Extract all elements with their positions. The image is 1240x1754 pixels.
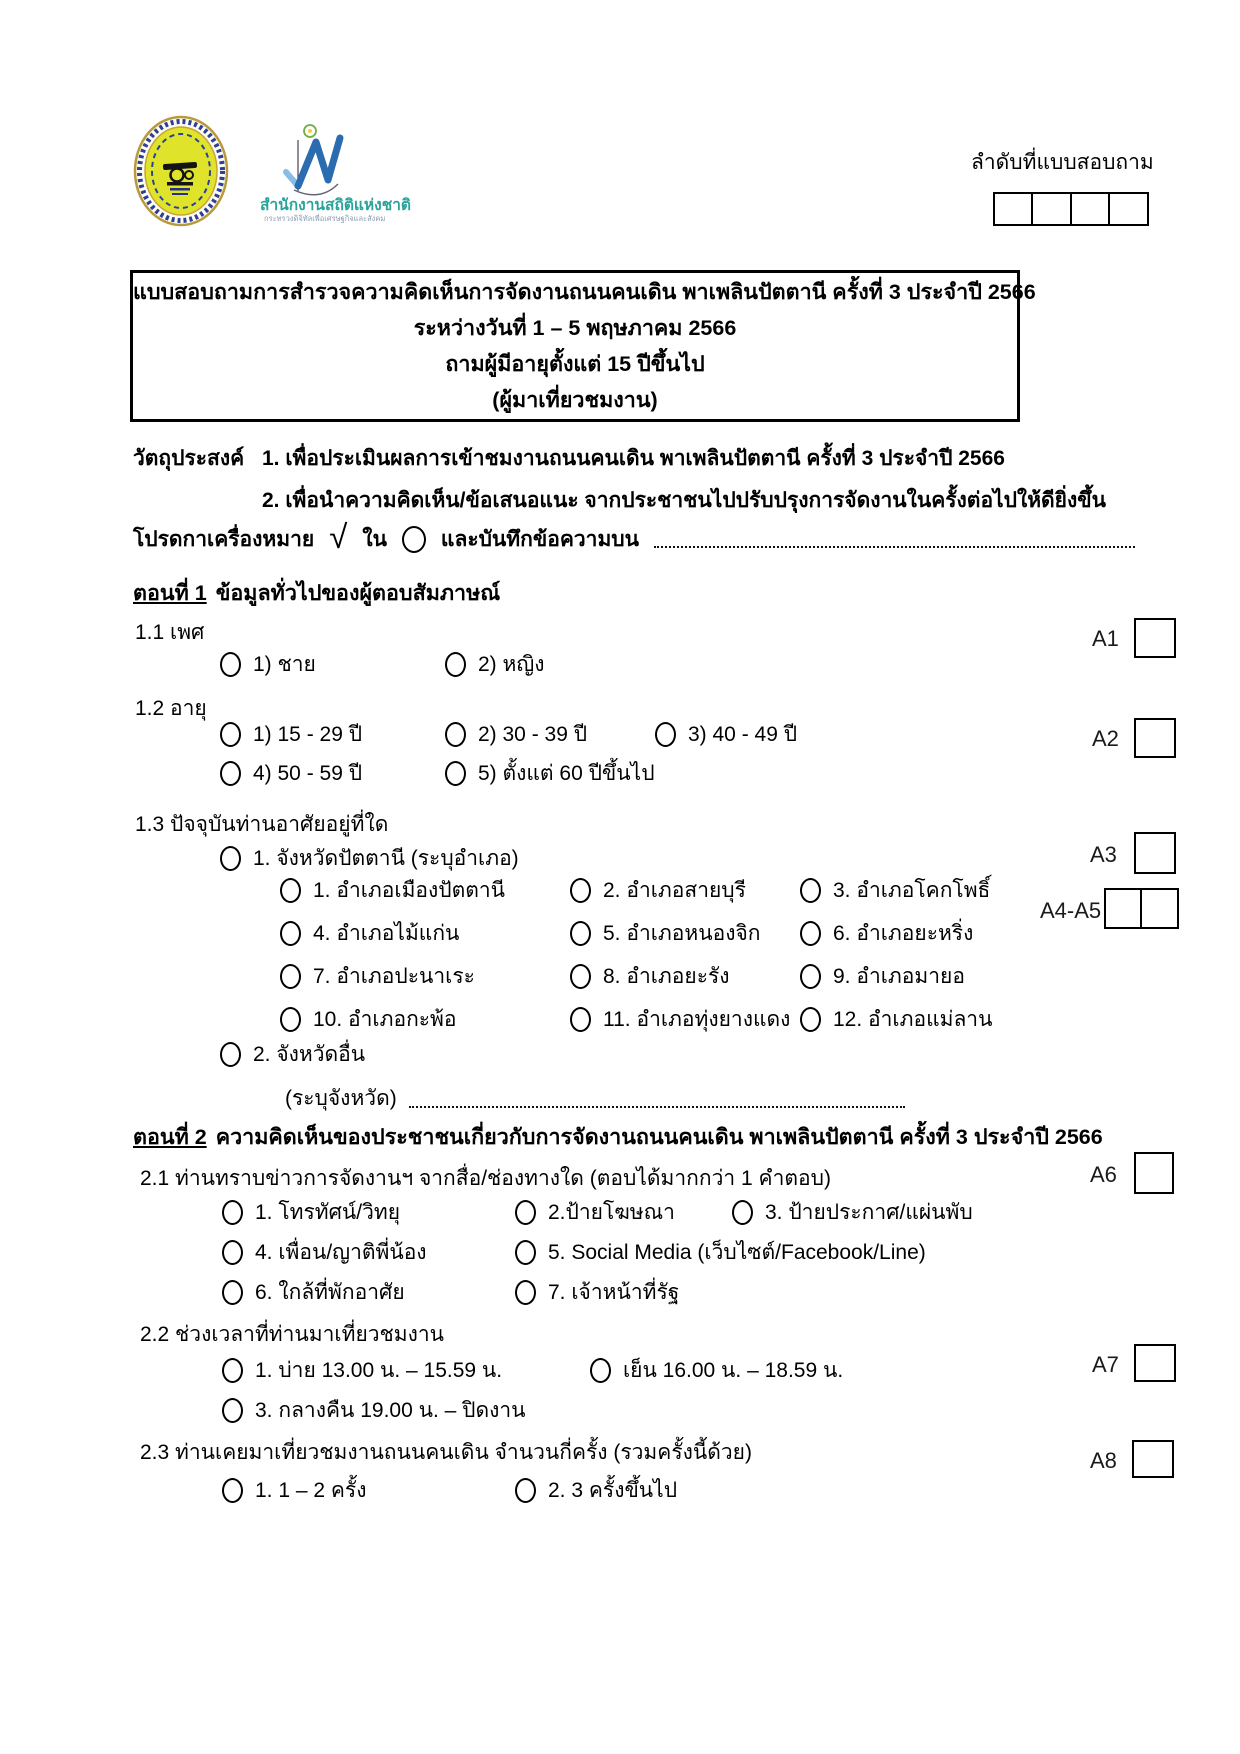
code-label-A6: A6: [1090, 1162, 1117, 1187]
opt-district-9: [800, 960, 965, 993]
radio-circle-icon[interactable]: [220, 846, 241, 871]
nso-logo: [248, 122, 413, 224]
opt-visits-1-2: [222, 1474, 366, 1507]
serial-cell-2[interactable]: [1031, 192, 1072, 226]
radio-circle-icon[interactable]: [445, 722, 466, 747]
radio-circle-icon[interactable]: [280, 964, 301, 989]
option-label: 1. บ่าย 13.00 น. – 15.59 น.: [255, 1359, 503, 1382]
section2-heading-prefix: ตอนที่ 2: [133, 1125, 207, 1149]
opt-media-billboard: [515, 1196, 675, 1229]
opt-district-4: [280, 917, 459, 950]
code-label-A1: A1: [1092, 626, 1119, 651]
questionnaire-number-boxes: [993, 192, 1149, 226]
code-box-A2[interactable]: [1134, 718, 1176, 758]
opt-age-40-49: [655, 718, 797, 751]
option-label: 7. เจ้าหน้าที่รัฐ: [548, 1281, 680, 1304]
option-label: 5) ตั้งแต่ 60 ปีขึ้นไป: [478, 762, 655, 785]
option-label: 6. อำเภอยะหริ่ง: [833, 922, 974, 945]
opt-district-2: [570, 874, 746, 907]
title-line-3: ถามผู้มีอายุตั้งแต่ 15 ปีขึ้นไป: [445, 352, 705, 376]
radio-circle-icon[interactable]: [570, 921, 591, 946]
question-2-1-label: 2.1 ท่านทราบข่าวการจัดงานฯ จากสื่อ/ช่องทางใด (ตอบได้มากกว่า 1 คำตอบ): [140, 1167, 831, 1190]
instruction-middle: ใน: [362, 527, 387, 551]
option-label: 10. อำเภอกะพ้อ: [313, 1008, 457, 1031]
radio-circle-icon[interactable]: [222, 1200, 243, 1225]
pattani-seal-logo: [133, 115, 229, 227]
opt-media-social: [515, 1236, 926, 1269]
opt-district-11: [570, 1003, 790, 1036]
option-label: 3. อำเภอโคกโพธิ์: [833, 879, 991, 902]
radio-circle-icon[interactable]: [515, 1478, 536, 1503]
serial-cell-4[interactable]: [1108, 192, 1149, 226]
code-box-A4[interactable]: [1104, 888, 1143, 929]
opt-district-8: [570, 960, 730, 993]
radio-circle-icon[interactable]: [220, 1042, 241, 1067]
opt-media-poster: [732, 1196, 973, 1229]
province-specify-line: [285, 1082, 905, 1115]
section2-heading: [133, 1120, 1103, 1154]
option-label: 2. 3 ครั้งขึ้นไป: [548, 1479, 678, 1502]
opt-visits-3-plus: [515, 1474, 677, 1507]
radio-circle-icon[interactable]: [280, 921, 301, 946]
option-label: 2. อำเภอสายบุรี: [603, 879, 746, 902]
code-label-A2: A2: [1092, 726, 1119, 751]
code-box-A3[interactable]: [1134, 832, 1176, 874]
option-label: 5. อำเภอหนองจิก: [603, 922, 761, 945]
radio-circle-icon[interactable]: [445, 652, 466, 677]
option-label: 1. 1 – 2 ครั้ง: [255, 1479, 367, 1502]
instruction-suffix: และบันทึกข้อความบน: [440, 527, 639, 551]
radio-circle-icon[interactable]: [220, 761, 241, 786]
question-1-1-label: 1.1 เพศ: [135, 621, 205, 644]
option-label: 2. จังหวัดอื่น: [253, 1043, 366, 1066]
opt-province-pattani: [220, 842, 519, 875]
circle-mark-icon: [402, 526, 426, 553]
opt-time-evening: [590, 1354, 843, 1387]
opt-district-1: [280, 874, 505, 907]
objective-item-2: 2. เพื่อนำความคิดเห็น/ข้อเสนอแนะ จากประชาชนไปปรับปรุงการจัดงานในครั้งต่อไปให้ดียิ่งขึ้น: [262, 489, 1106, 512]
radio-circle-icon[interactable]: [800, 964, 821, 989]
nso-name-text: สำนักงานสถิติแห่งชาติ: [260, 197, 411, 214]
radio-circle-icon[interactable]: [222, 1358, 243, 1383]
objectives-label: วัตถุประสงค์: [133, 447, 245, 470]
option-label: 2) หญิง: [478, 653, 545, 676]
code-label-A8: A8: [1090, 1448, 1117, 1473]
question-1-3-label: 1.3 ปัจจุบันท่านอาศัยอยู่ที่ใด: [135, 813, 389, 836]
title-box: [130, 270, 1036, 422]
opt-province-other: [220, 1038, 365, 1071]
option-label: 3) 40 - 49 ปี: [688, 723, 798, 746]
option-label: เย็น 16.00 น. – 18.59 น.: [623, 1359, 844, 1382]
opt-district-6: [800, 917, 973, 950]
section2-heading-text: ความคิดเห็นของประชาชนเกี่ยวกับการจัดงานถนนคนเดิน พาเพลินปัตตานี ครั้งที่ 3 ประจำปี 2566: [215, 1125, 1103, 1149]
opt-district-12: [800, 1003, 992, 1036]
province-write-in-line[interactable]: [409, 1090, 905, 1108]
code-box-A4-A5: [1104, 888, 1179, 929]
radio-circle-icon[interactable]: [220, 652, 241, 677]
option-label: 9. อำเภอมายอ: [833, 965, 965, 988]
instruction-line: [133, 518, 1135, 560]
section1-heading: [133, 576, 500, 610]
opt-sex-female: [445, 648, 545, 681]
option-label: 4. อำเภอไม้แก่น: [313, 922, 460, 945]
radio-circle-icon[interactable]: [570, 964, 591, 989]
radio-circle-icon[interactable]: [515, 1200, 536, 1225]
code-box-A1[interactable]: [1134, 618, 1176, 658]
option-label: 6. ใกล้ที่พักอาศัย: [255, 1281, 405, 1304]
radio-circle-icon[interactable]: [732, 1200, 753, 1225]
radio-circle-icon[interactable]: [590, 1358, 611, 1383]
instruction-prefix: โปรดกาเครื่องหมาย: [133, 527, 315, 551]
radio-circle-icon[interactable]: [445, 761, 466, 786]
opt-sex-male: [220, 648, 316, 681]
radio-circle-icon[interactable]: [280, 878, 301, 903]
option-label: 2.ป้ายโฆษณา: [548, 1201, 675, 1224]
radio-circle-icon[interactable]: [570, 878, 591, 903]
title-line-1: แบบสอบถามการสำรวจความคิดเห็นการจัดงานถนนคนเดิน พาเพลินปัตตานี ครั้งที่ 3 ประจำปี 2566: [133, 280, 1036, 304]
section1-heading-prefix: ตอนที่ 1: [133, 581, 207, 605]
opt-district-3: [800, 874, 990, 907]
option-label: 1. โทรทัศน์/วิทยุ: [255, 1201, 401, 1224]
radio-circle-icon[interactable]: [800, 921, 821, 946]
option-label: 5. Social Media (เว็บไซต์/Facebook/Line): [548, 1241, 926, 1264]
radio-circle-icon[interactable]: [515, 1240, 536, 1265]
option-label: 12. อำเภอแม่ลาน: [833, 1008, 993, 1031]
nso-sub-text: กระทรวงดิจิทัลเพื่อเศรษฐกิจและสังคม: [264, 214, 386, 223]
radio-circle-icon[interactable]: [222, 1478, 243, 1503]
radio-circle-icon[interactable]: [800, 878, 821, 903]
radio-circle-icon[interactable]: [220, 722, 241, 747]
radio-circle-icon[interactable]: [222, 1398, 243, 1423]
check-mark-icon: √: [329, 517, 348, 555]
code-label-A4-A5: A4-A5: [1040, 898, 1102, 923]
serial-cell-1[interactable]: [993, 192, 1034, 226]
radio-circle-icon[interactable]: [570, 1007, 591, 1032]
opt-district-7: [280, 960, 475, 993]
opt-time-afternoon: [222, 1354, 502, 1387]
opt-age-15-29: [220, 718, 362, 751]
opt-district-10: [280, 1003, 457, 1036]
questionnaire-number-label: ลำดับที่แบบสอบถาม: [971, 151, 1154, 174]
code-box-A5[interactable]: [1140, 888, 1179, 929]
section1-heading-text: ข้อมูลทั่วไปของผู้ตอบสัมภาษณ์: [215, 581, 501, 605]
code-label-A7: A7: [1092, 1352, 1119, 1377]
opt-age-60-plus: [445, 757, 655, 790]
option-label: 3. กลางคืน 19.00 น. – ปิดงาน: [255, 1399, 526, 1422]
title-line-2: ระหว่างวันที่ 1 – 5 พฤษภาคม 2566: [413, 316, 737, 340]
code-box-A6[interactable]: [1134, 1152, 1174, 1194]
opt-media-official: [515, 1276, 679, 1309]
radio-circle-icon[interactable]: [280, 1007, 301, 1032]
code-box-A7[interactable]: [1134, 1344, 1176, 1382]
instruction-write-in-line[interactable]: [654, 530, 1135, 548]
radio-circle-icon[interactable]: [515, 1280, 536, 1305]
specify-label: (ระบุจังหวัด): [285, 1087, 397, 1110]
radio-circle-icon[interactable]: [800, 1007, 821, 1032]
opt-time-night: [222, 1394, 526, 1427]
opt-age-30-39: [445, 718, 587, 751]
opt-age-50-59: [220, 757, 362, 790]
opt-media-friends: [222, 1236, 427, 1269]
code-box-A8[interactable]: [1132, 1440, 1174, 1478]
option-label: 8. อำเภอยะรัง: [603, 965, 730, 988]
option-label: 1. อำเภอเมืองปัตตานี: [313, 879, 506, 902]
option-label: 4. เพื่อน/ญาติพี่น้อง: [255, 1241, 427, 1264]
option-label: 2) 30 - 39 ปี: [478, 723, 588, 746]
opt-media-tv-radio: [222, 1196, 400, 1229]
option-label: 3. ป้ายประกาศ/แผ่นพับ: [765, 1201, 973, 1224]
option-label: 1) 15 - 29 ปี: [253, 723, 363, 746]
question-2-3-label: 2.3 ท่านเคยมาเที่ยวชมงานถนนคนเดิน จำนวนกี่ครั้ง (รวมครั้งนี้ด้วย): [140, 1441, 752, 1464]
opt-media-near-home: [222, 1276, 405, 1309]
option-label: 11. อำเภอทุ่งยางแดง: [603, 1008, 791, 1031]
option-label: 4) 50 - 59 ปี: [253, 762, 363, 785]
code-label-A3: A3: [1090, 842, 1117, 867]
question-1-2-label: 1.2 อายุ: [135, 697, 207, 720]
opt-district-5: [570, 917, 760, 950]
option-label: 1. จังหวัดปัตตานี (ระบุอำเภอ): [253, 847, 519, 870]
option-label: 7. อำเภอปะนาเระ: [313, 965, 475, 988]
title-line-4: (ผู้มาเที่ยวชมงาน): [492, 388, 658, 412]
radio-circle-icon[interactable]: [222, 1280, 243, 1305]
question-2-2-label: 2.2 ช่วงเวลาที่ท่านมาเที่ยวชมงาน: [140, 1323, 445, 1346]
serial-cell-3[interactable]: [1070, 192, 1111, 226]
radio-circle-icon[interactable]: [222, 1240, 243, 1265]
option-label: 1) ชาย: [253, 653, 316, 676]
radio-circle-icon[interactable]: [655, 722, 676, 747]
objective-item-1: 1. เพื่อประเมินผลการเข้าชมงานถนนคนเดิน พาเพลินปัตตานี ครั้งที่ 3 ประจำปี 2566: [262, 447, 1005, 470]
